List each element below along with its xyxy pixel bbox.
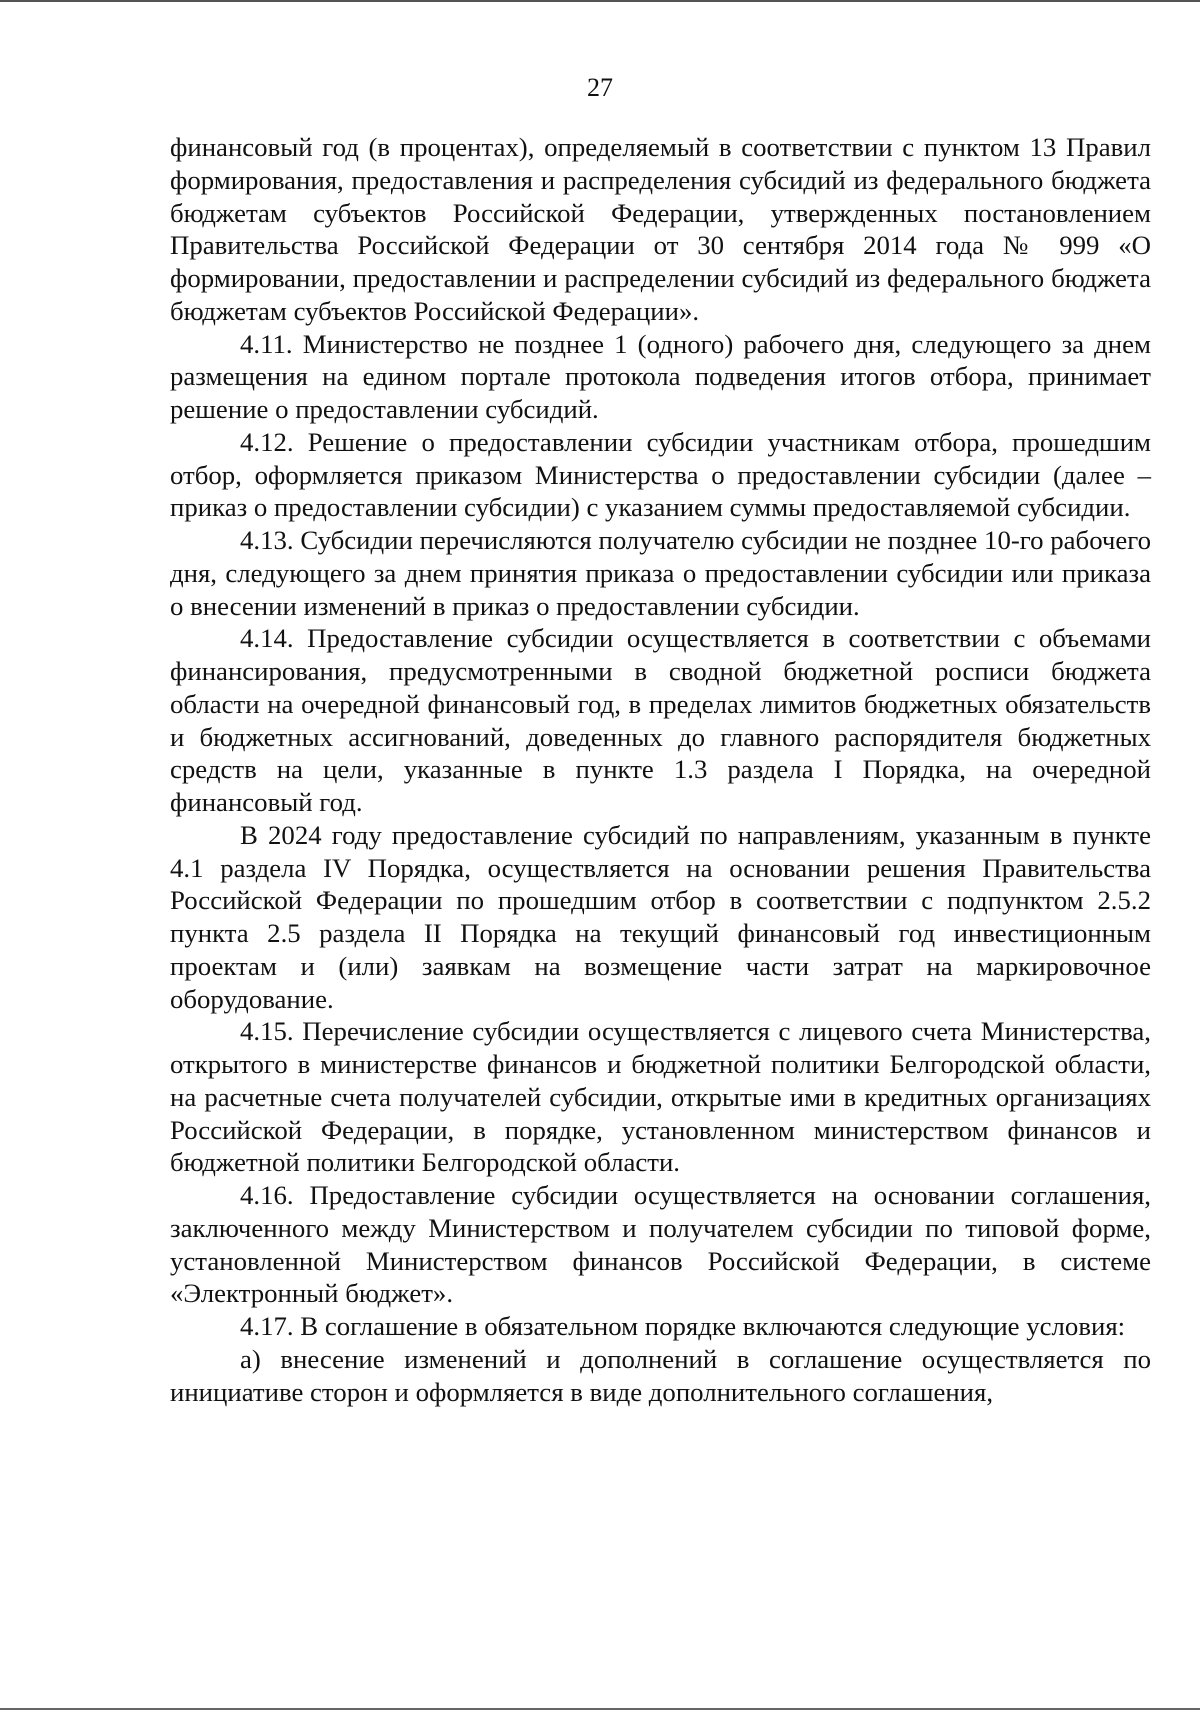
paragraph-4-14: 4.14. Предоставление субсидии осуществляется в соответствии с объемами финансирования, предусмотренными в сводной бюджетной росписи бюджета области на очередной финансовый год, в пределах лимитов бюджетных обязательств и бюджетных ассигнований, доведенных до главного распорядителя бюджетных средств на цели, указанные в пункте 1.3 раздела I Порядка, на очередной финансовый год.	[170, 623, 1151, 817]
paragraph-4-15: 4.15. Перечисление субсидии осуществляется с лицевого счета Министерства, открытого в министерстве финансов и бюджетной политики Белгородской области, на расчетные счета получателей субсидии, открытые ими в кредитных организациях Российской Федерации, в порядке, установленном министерством финансов и бюджетной политики Белгородской области.	[170, 1016, 1151, 1178]
paragraph-4-13: 4.13. Субсидии перечисляются получателю субсидии не позднее 10-го рабочего дня, следующего за днем принятия приказа о предоставлении субсидии или приказа о внесении изменений в приказ о предоставлении субсидии.	[170, 525, 1151, 621]
paragraph-4-17: 4.17. В соглашение в обязательном порядке включаются следующие условия:	[240, 1311, 1126, 1341]
paragraph-4-16: 4.16. Предоставление субсидии осуществляется на основании соглашения, заключенного между Министерством и получателем субсидии по типовой форме, установленной Министерством финансов Российской Федерации, в системе «Электронный бюджет».	[170, 1180, 1151, 1309]
document-body	[170, 131, 1151, 1408]
paragraph-4-12: 4.12. Решение о предоставлении субсидии участникам отбора, прошедшим отбор, оформляется приказом Министерства о предоставлении субсидии (далее – приказ о предоставлении субсидии) с указанием суммы предоставляемой субсидии.	[170, 426, 1151, 523]
paragraph-4-11: 4.11. Министерство не позднее 1 (одного) рабочего дня, следующего за днем размещения на едином портале протокола подведения итогов отбора, принимает решение о предоставлении субсидий.	[170, 328, 1151, 424]
paragraph-continuation: финансовый год (в процентах), определяемый в соответствии с пунктом 13 Правил формирования, предоставления и распределения субсидий из федерального бюджета бюджетам субъектов Российской Федерации, утвержденных постановлением Правительства Российской Федерации от 30 сентября 2014 года № 999 «О формировании, предоставлении и распределении субсидий из федерального бюджета бюджетам субъектов Российской Федерации».	[170, 132, 1151, 326]
scan-edge-top	[0, 0, 1200, 2]
paragraph-4-17-a: а) внесение изменений и дополнений в соглашение осуществляется по инициативе сторон и оформляется в виде дополнительного соглашения,	[170, 1343, 1151, 1407]
page-number: 27	[587, 73, 613, 102]
scan-edge-bottom	[0, 1708, 1200, 1710]
paragraph-2024: В 2024 году предоставление субсидий по направлениям, указанным в пункте 4.1 раздела IV Порядка, осуществляется на основании решения Правительства Российской Федерации по прошедшим отбор в соответствии с подпунктом 2.5.2 пункта 2.5 раздела II Порядка на текущий финансовый год инвестиционным проектам и (или) заявкам на возмещение части затрат на маркировочное оборудование.	[170, 819, 1151, 1014]
